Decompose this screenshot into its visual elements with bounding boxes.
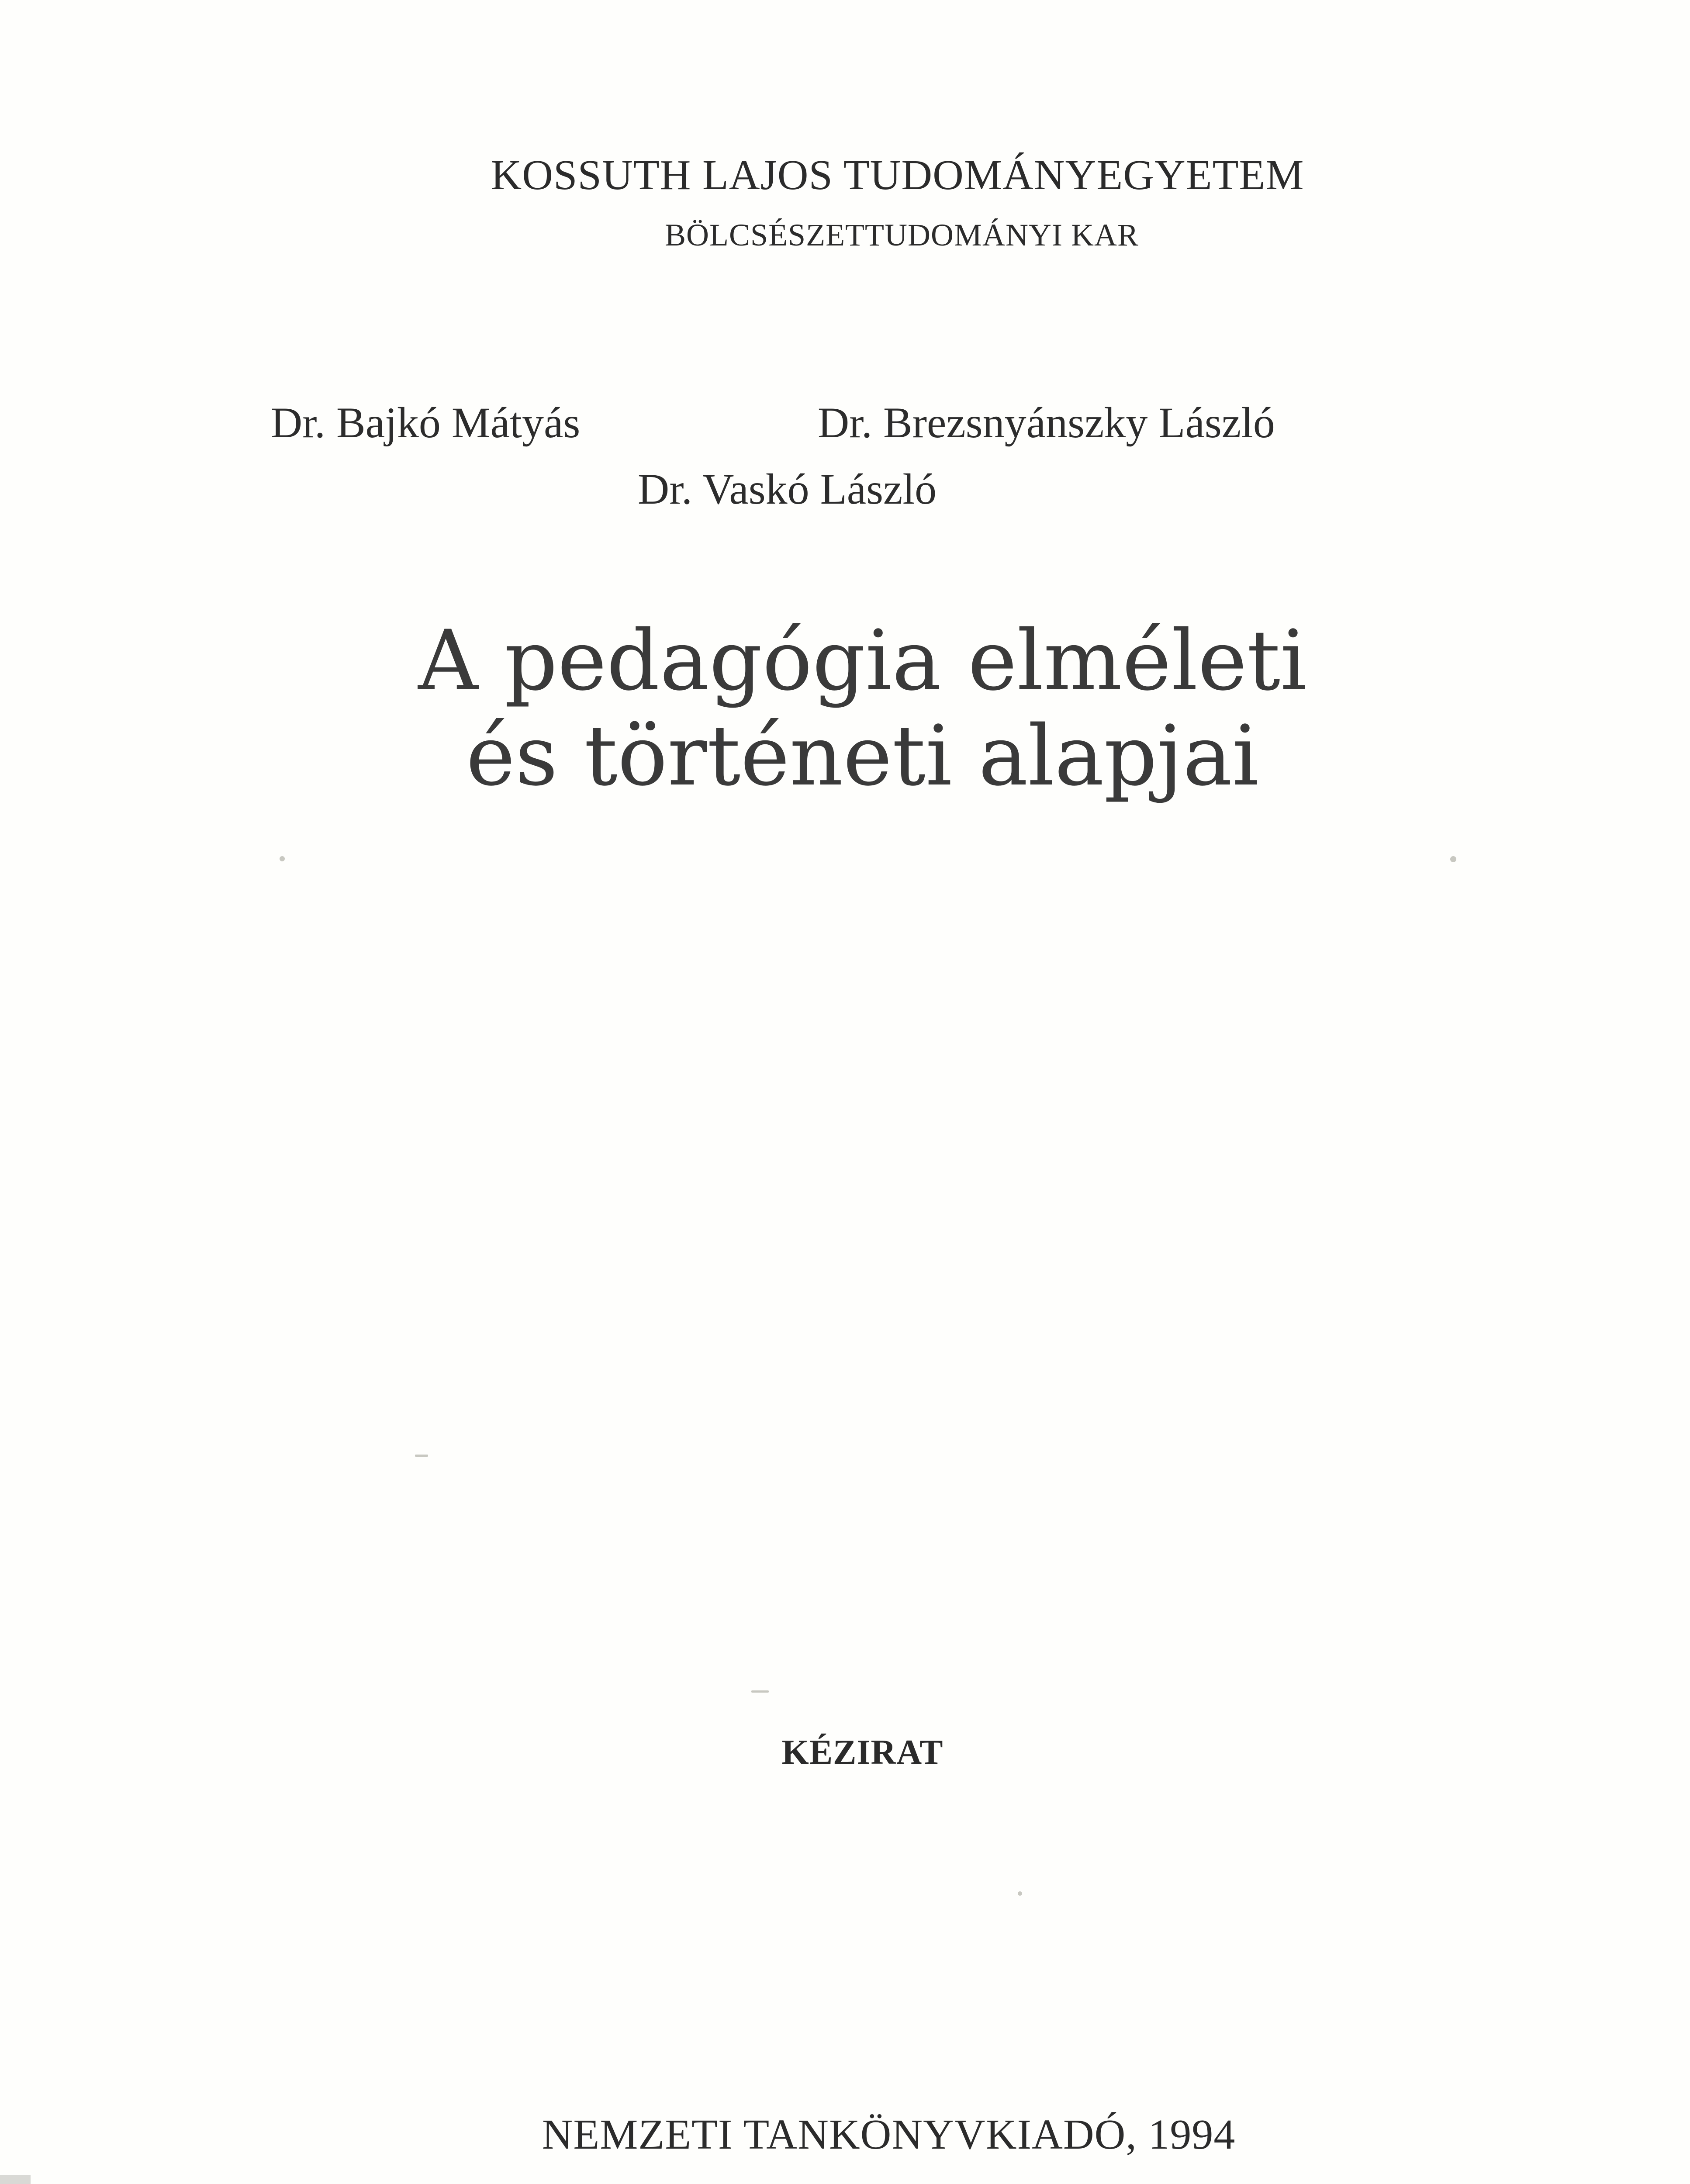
paper-speck <box>1018 1891 1022 1896</box>
publisher-imprint: NEMZETI TANKÖNYVKIADÓ, 1994 <box>542 2111 1236 2158</box>
author-name: Dr. Vaskó László <box>638 465 937 513</box>
scan-edge-artifact <box>0 2175 31 2184</box>
university-name: KOSSUTH LAJOS TUDOMÁNYEGYETEM <box>491 152 1304 199</box>
paper-speck <box>751 1690 769 1693</box>
book-title-line-1: A pedagógia elméleti <box>418 612 1307 709</box>
author-name: Dr. Brezsnyánszky László <box>818 398 1275 447</box>
paper-speck <box>1450 856 1456 862</box>
manuscript-label: KÉZIRAT <box>781 1733 943 1772</box>
faculty-name: BÖLCSÉSZETTUDOMÁNYI KAR <box>665 218 1139 252</box>
paper-speck <box>280 856 285 861</box>
book-title-line-2: és történeti alapjai <box>466 708 1259 804</box>
paper-speck <box>415 1455 428 1457</box>
author-name: Dr. Bajkó Mátyás <box>271 398 581 447</box>
